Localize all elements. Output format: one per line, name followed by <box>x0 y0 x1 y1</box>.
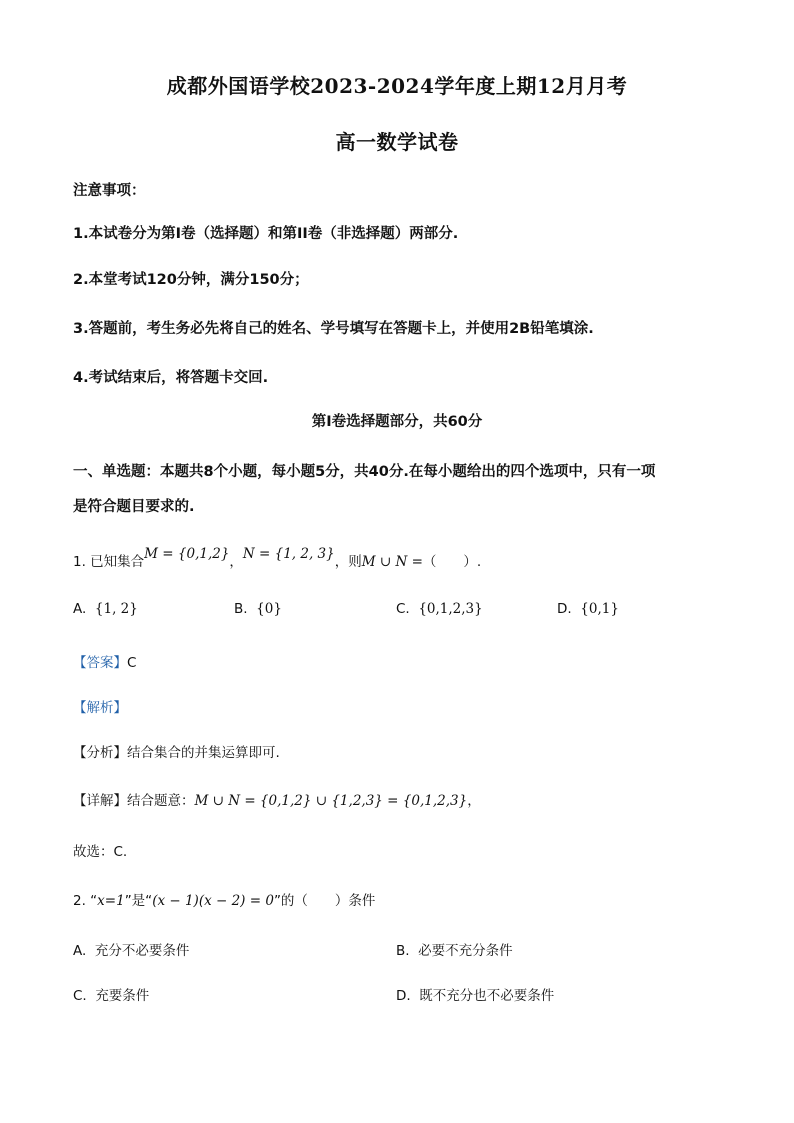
question-2 <box>73 889 375 909</box>
option-value: 充要条件 <box>95 988 150 1004</box>
part-heading: 第I卷选择题部分，共60分 <box>311 414 483 430</box>
answer-line <box>73 651 136 671</box>
fenxi-text: 结合集合的并集运算即可. <box>127 745 280 761</box>
analysis-tag: 【解析】 <box>73 700 127 716</box>
option-value: 必要不充分条件 <box>418 943 513 959</box>
answer-tag: 【答案】 <box>73 655 127 671</box>
detail-text: 结合题意： <box>127 793 195 809</box>
option-letter: C. <box>73 988 87 1004</box>
option-d <box>396 984 554 1004</box>
option-value: 充分不必要条件 <box>94 943 190 959</box>
analysis-line <box>73 696 127 716</box>
option-value: {1, 2} <box>94 601 138 617</box>
question-prefix: 1. 已知集合 <box>73 554 145 570</box>
question-then: ，则 <box>334 554 362 570</box>
option-d <box>557 601 619 617</box>
set-n: N = {1, 2, 3} <box>242 546 335 562</box>
option-a <box>73 939 189 959</box>
option-value: 既不充分也不必要条件 <box>419 988 555 1004</box>
notice-item: 4.考试结束后，将答题卡交回. <box>73 370 269 386</box>
exam-title: 成都外国语学校2023-2024学年度上期12月月考 <box>166 74 628 98</box>
option-b <box>234 601 282 617</box>
separator: ， <box>229 554 243 570</box>
notice-heading: 注意事项： <box>73 183 146 199</box>
option-value: {0} <box>256 601 282 617</box>
section-instructions: 一、单选题：本题共8个小题，每小题5分，共40分.在每小题给出的四个选项中，只有一项 <box>73 464 656 480</box>
question-prefix: 2. “ <box>73 893 98 909</box>
condition-1: x=1 <box>97 893 125 909</box>
question-mid: ”是“ <box>124 893 153 909</box>
option-letter: A. <box>73 601 87 617</box>
exam-subtitle: 高一数学试卷 <box>335 130 459 154</box>
union-expr: M ∪ N = <box>361 554 423 570</box>
option-letter: C. <box>396 601 410 617</box>
detail-line <box>73 789 481 809</box>
question-1 <box>73 546 482 570</box>
notice-item: 3.答题前，考生务必先将自己的姓名、学号填写在答题卡上，并使用2B铅笔填涂. <box>73 321 594 337</box>
answer-blank: （ ）. <box>422 554 482 570</box>
choice-line: 故选：C. <box>73 844 128 860</box>
option-value: {0,1,2,3} <box>418 601 483 617</box>
option-letter: B. <box>234 601 248 617</box>
detail-math: M ∪ N = {0,1,2} ∪ {1,2,3} = {0,1,2,3} <box>194 793 468 809</box>
option-c <box>73 984 149 1004</box>
option-letter: D. <box>557 601 572 617</box>
option-letter: B. <box>396 943 410 959</box>
option-b <box>396 939 513 959</box>
option-letter: D. <box>396 988 411 1004</box>
notice-item: 1.本试卷分为第I卷（选择题）和第II卷（非选择题）两部分. <box>73 226 459 242</box>
fenxi-line <box>73 741 280 761</box>
option-value: {0,1} <box>580 601 619 617</box>
option-c <box>396 601 483 617</box>
section-instructions-cont: 是符合题目要求的. <box>73 499 195 515</box>
answer-value: C <box>127 655 137 671</box>
detail-end: ， <box>467 793 481 809</box>
condition-2: (x − 1)(x − 2) = 0 <box>152 893 274 909</box>
fenxi-tag: 【分析】 <box>73 745 127 761</box>
set-m: M = {0,1,2} <box>144 546 230 562</box>
option-letter: A. <box>73 943 87 959</box>
detail-tag: 【详解】 <box>73 793 127 809</box>
notice-item: 2.本堂考试120分钟，满分150分； <box>73 272 309 288</box>
option-a <box>73 601 138 617</box>
question-suffix: ”的（ ）条件 <box>273 893 376 909</box>
